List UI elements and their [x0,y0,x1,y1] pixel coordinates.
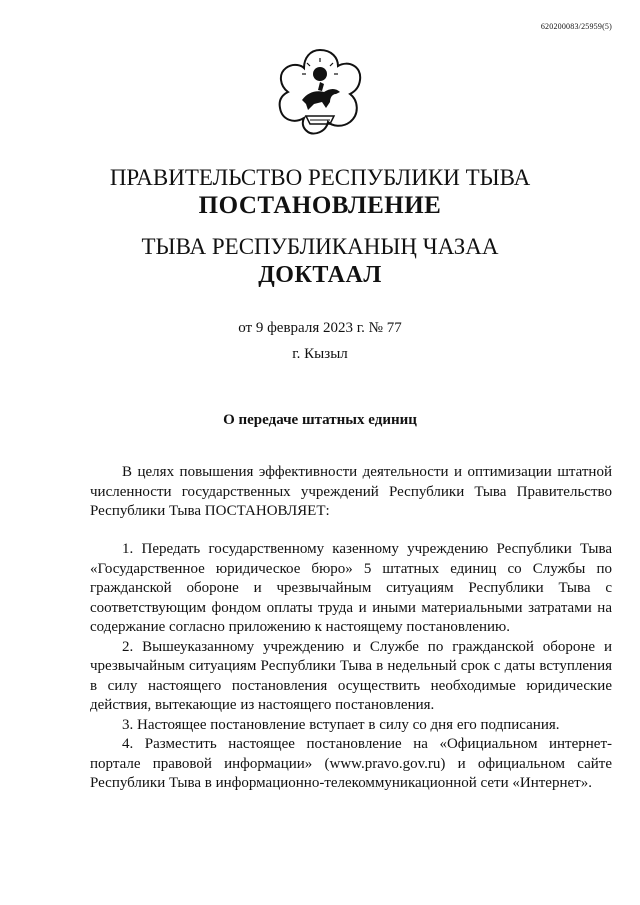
resolution-item-2: 2. Вышеуказанному учреждению и Службе по гражданской обороне и чрезвычайным ситуациям Республики Тыва в недельный срок с даты вступления в силу настоящего постановления осуществить необходимые юридические действия, вытекающие из настоящего постановления. [90,638,612,713]
intro-paragraph: В целях повышения эффективности деятельности и оптимизации штатной численности государственных учреждений Республики Тыва Правительство Республики Тыва ПОСТАНОВЛЯЕТ: [90,464,612,519]
government-title-tuvan: ТЫВА РЕСПУБЛИКАНЫҢ ЧАЗАА [141,234,499,259]
tuva-coat-of-arms-icon [272,44,368,140]
government-title: ПРАВИТЕЛЬСТВО РЕСПУБЛИКИ ТЫВА [109,165,531,190]
resolution-item-1: 1. Передать государственному казенному учреждению Республики Тыва «Государственное юридическое бюро» 5 штатных единиц со Службы по гражданской обороне и чрезвычайным ситуациям Республики Тыва с соответствующим фондом оплаты труда и иными материальными затратами на содержание согласно приложению к настоящему постановлению. [90,541,612,635]
city-line: г. Кызыл [292,346,348,362]
resolution-item-4: 4. Разместить настоящее постановление на «Официальном интернет-портале правовой информации» (www.pravo.gov.ru) и официальном сайте Республики Тыва в информационно-телекоммуникационной сети «Интернет». [90,736,612,791]
document-number: 620200083/25959(5) [540,22,612,31]
document-subject: О передаче штатных единиц [223,412,417,428]
date-number-line: от 9 февраля 2023 г. № 77 [238,320,402,336]
resolution-items [90,540,612,794]
resolution-title: ПОСТАНОВЛЕНИЕ [198,192,442,219]
intro-section [90,463,612,522]
resolution-item-3: 3. Настоящее постановление вступает в силу со дня его подписания. [122,716,560,733]
resolution-title-tuvan: ДОКТААЛ [258,262,382,288]
